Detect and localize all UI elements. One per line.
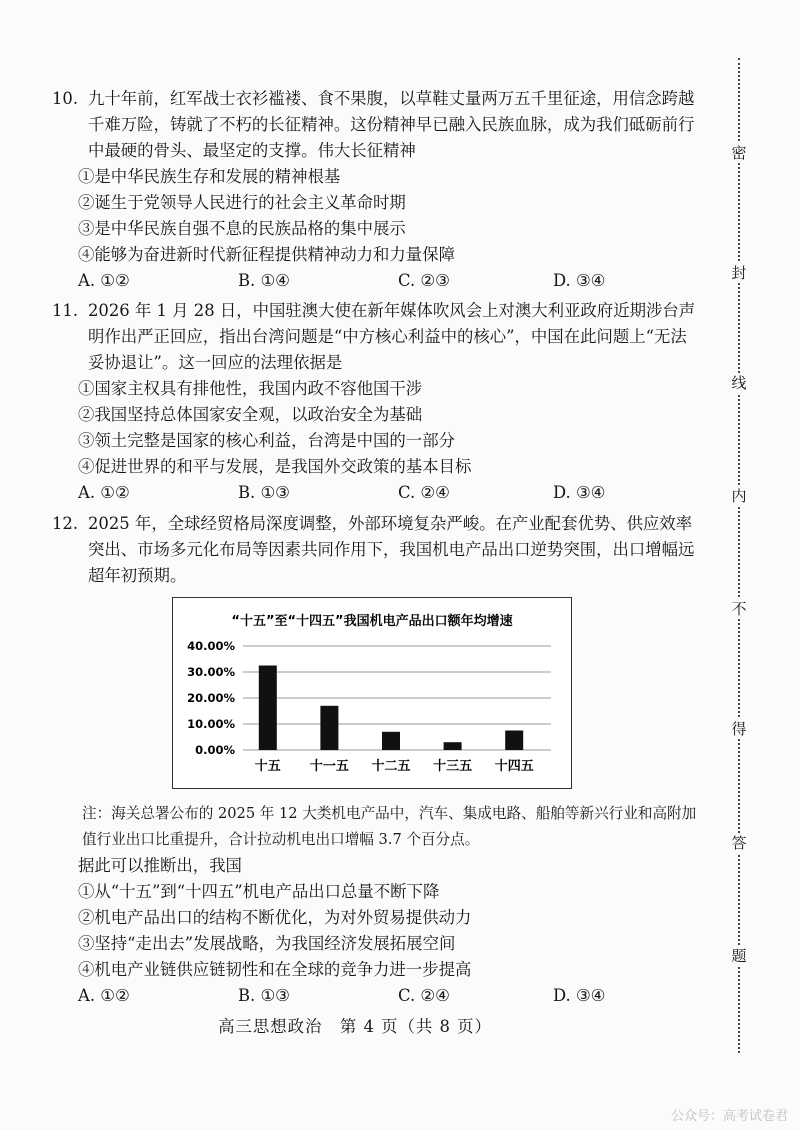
choice-d: D. ③④ [553,271,606,290]
choice-d: D. ③④ [553,986,606,1005]
y-tick-label: 20.00% [187,691,235,705]
statement-3: ③领土完整是国家的核心利益，台湾是中国的一部分 [78,431,455,450]
margin-char: 得 [728,719,750,739]
statement-2: ②诞生于党领导人民进行的社会主义革命时期 [78,193,406,212]
choice-d: D. ③④ [553,483,606,502]
margin-char: 题 [728,946,750,966]
answer-choices [52,480,702,506]
question-text: 2025 年，全球经贸格局深度调整，外部环境复杂严峻。在产业配套优势、供应效率突出、市场多元化布局等因素共同作用下，我国机电产品出口逆势突围，出口增幅远超年初预期。 [88,514,695,585]
margin-char: 封 [728,263,750,283]
statement-3: ③坚持“走出去”发展战略，为我国经济发展拓展空间 [78,934,456,953]
answer-choices [52,983,702,1009]
chart-svg [173,598,571,788]
question-stem [52,511,702,589]
question-10 [52,86,702,294]
choice-a: A. ①② [78,271,130,290]
question-number: 11. [52,301,79,320]
choice-c: C. ②③ [398,271,450,290]
x-tick-label: 十三五 [433,759,473,774]
bar [320,706,338,750]
margin-char: 内 [728,486,750,506]
statement-4: ④促进世界的和平与发展，是我国外交政策的基本目标 [78,457,472,476]
question-text: 2026 年 1 月 28 日，中国驻澳大使在新年媒体吹风会上对澳大利亚政府近期涉台声明作出严正回应，指出台湾问题是“中方核心利益中的核心”，中国在此问题上“无法妥协退让”。这一回应的法理依据是 [88,301,696,372]
bar [382,732,400,750]
answer-choices [52,268,702,294]
statement-2: ②机电产品出口的结构不断优化，为对外贸易提供动力 [78,908,472,927]
y-tick-label: 10.00% [187,717,235,731]
note-text: 注：海关总署公布的 2025 年 12 大类机电产品中，汽车、集成电路、船舶等新兴行业和高附加值行业出口比重提升，合计拉动机电出口增幅 3.7 个百分点。 [82,805,697,848]
choice-a: A. ①② [78,986,130,1005]
chart-note [60,801,700,853]
question-stem [52,298,702,376]
choice-b: B. ①③ [238,483,290,502]
y-tick-label: 0.00% [195,743,235,757]
bar [259,666,277,751]
question-text: 九十年前，红军战士衣衫褴褛、食不果腹，以草鞋丈量两万五千里征途，用信念跨越千难万险，铸就了不朽的长征精神。这份精神早已融入民族血脉，成为我们砥砺前行中最硬的骨头、最坚定的支撑。伟大长征精神 [88,89,695,160]
x-tick-label: 十一五 [309,759,349,774]
question-stem [52,86,702,164]
bar [444,742,462,750]
statement-1: ①是中华民族生存和发展的精神根基 [78,167,341,186]
statement-1: ①国家主权具有排他性，我国内政不容他国干涉 [78,379,423,398]
question-lead: 据此可以推断出，我国 [78,856,242,875]
statement-3: ③是中华民族自强不息的民族品格的集中展示 [78,219,406,238]
statement-4: ④能够为奋进新时代新征程提供精神动力和力量保障 [78,245,455,264]
statement-1: ①从“十五”到“十四五”机电产品出口总量不断下降 [78,882,440,901]
x-tick-label: 十二五 [371,759,411,774]
margin-char: 不 [728,599,750,619]
watermark: 公众号：高考试卷君 [670,1109,788,1124]
chart-title: “十五”至“十四五”我国机电产品出口额年均增速 [231,614,513,629]
choice-b: B. ①③ [238,986,290,1005]
page-footer: 高三思想政治 第 4 页（共 8 页） [218,1017,492,1036]
question-12 [52,511,702,589]
x-tick-label: 十四五 [494,759,534,774]
margin-char: 线 [728,373,750,393]
question-number: 10. [52,89,79,108]
choice-c: C. ②④ [398,986,450,1005]
bar-chart [172,597,572,789]
binding-dotted-line [738,58,740,1053]
x-tick-label: 十五 [254,759,281,774]
question-12-continued [52,853,702,1009]
y-tick-label: 30.00% [187,665,235,679]
margin-char: 密 [728,143,750,163]
statement-2: ②我国坚持总体国家安全观，以政治安全为基础 [78,405,423,424]
y-tick-label: 40.00% [187,639,235,653]
statement-4: ④机电产业链供应链韧性和在全球的竞争力进一步提高 [78,960,472,979]
question-number: 12. [52,514,79,533]
choice-a: A. ①② [78,483,130,502]
bar [505,731,523,751]
choice-b: B. ①④ [238,271,290,290]
choice-c: C. ②④ [398,483,450,502]
question-11 [52,298,702,506]
margin-char: 答 [728,833,750,853]
